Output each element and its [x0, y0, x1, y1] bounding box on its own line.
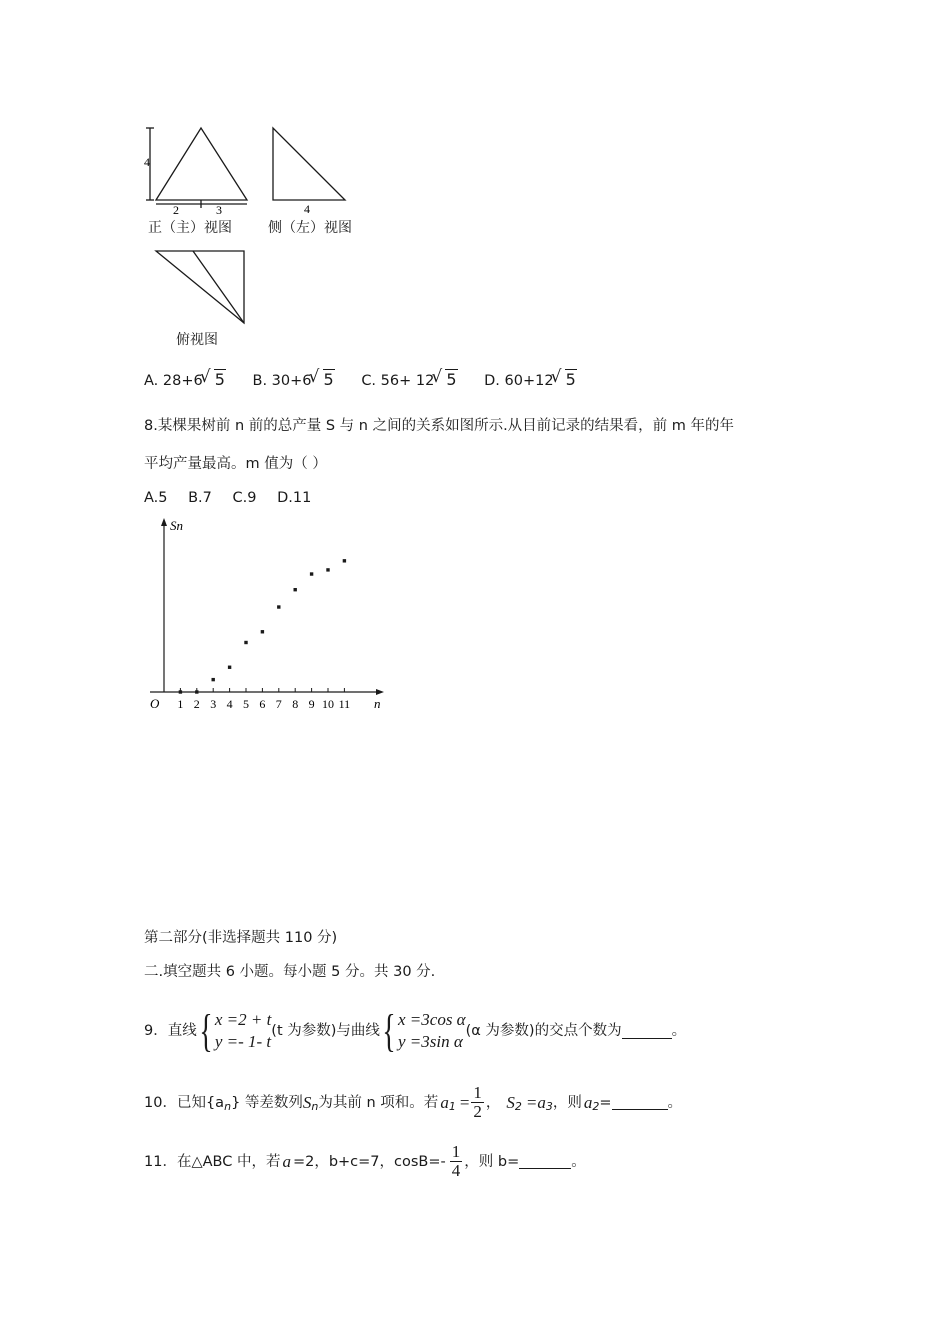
q11-text3: ，则 b=	[464, 1153, 520, 1170]
side-dim-bottom: 4	[304, 202, 310, 216]
data-point-n4	[228, 666, 231, 669]
x-tick-label: 11	[338, 697, 351, 711]
data-point-n8	[294, 588, 297, 591]
x-tick-label: 3	[210, 697, 217, 711]
q11-text1: 在△ABC 中，若	[176, 1153, 281, 1170]
q9-sys1-line1: x =2 + t	[214, 1010, 272, 1029]
q11-text2: =2，b+c=7，cosB=-	[292, 1153, 446, 1170]
x-tick-label: 2	[193, 697, 200, 711]
chart-axes	[150, 518, 384, 695]
q9-answer-blank[interactable]	[622, 1024, 672, 1039]
q7-option-a[interactable]: A. 28+6√ 5	[144, 370, 226, 391]
q10-text2: } 等差数列	[231, 1094, 303, 1111]
data-point-n7	[277, 605, 280, 608]
q9-sys2-line1: x =3cos α	[398, 1010, 466, 1029]
q8-line1: 8.某棵果树前 n 前的总产量 S 与 n 之间的关系如图所示.从目前记录的结果看，前 m 年的年	[144, 418, 735, 434]
left-brace-icon: {	[199, 1005, 213, 1056]
part2-section: 二.填空题共 6 小题。每小题 5 分。共 30 分.	[144, 964, 436, 980]
q9-text3: (α 为参数)的交点个数为	[465, 1023, 622, 1039]
x-tick-label: 7	[275, 697, 282, 711]
q7-option-d[interactable]: D. 60+12√ 5	[484, 370, 577, 391]
q10-answer-blank[interactable]	[612, 1095, 668, 1110]
q8-line2: 平均产量最高。m 值为（ ）	[144, 456, 327, 472]
x-tick-label: 5	[243, 697, 249, 711]
sqrt-icon: √ 5	[435, 370, 457, 391]
front-view	[146, 128, 247, 208]
data-point-n5	[244, 641, 247, 644]
front-dim-right: 3	[216, 203, 222, 217]
q10-number: 10．	[144, 1094, 177, 1111]
q8-options	[144, 488, 311, 508]
q11-fraction: $\frac{1}{4}$	[451, 1142, 461, 1180]
data-point-n2	[195, 690, 198, 693]
side-view	[273, 128, 345, 200]
q9-end: 。	[671, 1023, 687, 1039]
sqrt-icon: √ 5	[555, 370, 577, 391]
x-axis-arrow-icon	[376, 689, 384, 695]
q9-curve-system	[380, 1005, 466, 1056]
q10-text3: 为其前 n 项和。若	[318, 1094, 439, 1111]
top-view-label: 俯视图	[176, 332, 218, 348]
q9-sys1-line2: y =- 1- t	[214, 1032, 272, 1051]
sqrt-icon: √ 5	[313, 370, 335, 391]
side-view-label: 侧（左）视图	[268, 220, 352, 236]
data-point-n6	[261, 630, 264, 633]
data-point-n9	[310, 572, 313, 575]
sqrt-icon: √ 5	[204, 370, 226, 391]
x-tick-label: 10	[322, 697, 334, 711]
left-brace-icon: {	[382, 1005, 396, 1056]
x-tick-label: 9	[308, 697, 315, 711]
q7-options	[144, 370, 599, 391]
q9-sys2-line2: y =3sin α	[398, 1032, 463, 1051]
q10-fraction: $\frac{1}{2}$	[473, 1083, 482, 1121]
q8-option-c[interactable]: C.9	[232, 490, 257, 506]
x-tick-label: 6	[259, 697, 266, 711]
front-view-label: 正（主）视图	[148, 220, 232, 236]
data-point-n1	[179, 690, 182, 693]
q7-option-c[interactable]: C. 56+ 12√ 5	[361, 370, 457, 391]
front-dim-height: 4	[144, 155, 150, 169]
y-axis-arrow-icon	[161, 518, 167, 526]
q11-answer-blank[interactable]	[519, 1154, 571, 1169]
q7-option-b[interactable]: B. 30+6√ 5	[253, 370, 335, 391]
x-tick-label: 4	[226, 697, 233, 711]
q11: 11． 在△ABC 中，若 a =2，b+c=7，cosB=- $\frac{1}{4}$ ，则 b= 。	[144, 1142, 586, 1180]
x-tick-label: 1	[177, 697, 184, 711]
data-point-n3	[212, 678, 215, 681]
q8-option-d[interactable]: D.11	[277, 490, 312, 506]
q10-text1: 已知{a	[176, 1094, 225, 1111]
q9-number: 9．	[144, 1023, 168, 1039]
q8-option-b[interactable]: B.7	[188, 490, 212, 506]
data-point-n10	[326, 568, 329, 571]
data-point-n11	[343, 559, 346, 562]
q9-text2: (t 为参数)与曲线	[271, 1023, 380, 1039]
sn-scatter-chart	[140, 512, 400, 712]
q10: 10． 已知{a n } 等差数列 S n 为其前 n 项和。若 a 1 = $\frac{1}{2}$ ， S 2 =a 3 ，则 a 2 = 。	[144, 1083, 683, 1121]
origin-label: O	[150, 696, 160, 711]
front-dim-left: 2	[173, 203, 179, 217]
y-axis-label: Sn	[170, 518, 183, 533]
x-axis-label: n	[374, 696, 381, 711]
q11-number: 11．	[144, 1153, 177, 1170]
top-view	[156, 251, 244, 323]
q8-option-a[interactable]: A.5	[144, 490, 168, 506]
x-tick-label: 8	[292, 697, 299, 711]
part2-heading: 第二部分(非选择题共 110 分)	[144, 930, 338, 946]
q9	[144, 1005, 687, 1056]
q9-line-system	[197, 1005, 272, 1056]
q9-text1: 直线	[167, 1023, 197, 1039]
